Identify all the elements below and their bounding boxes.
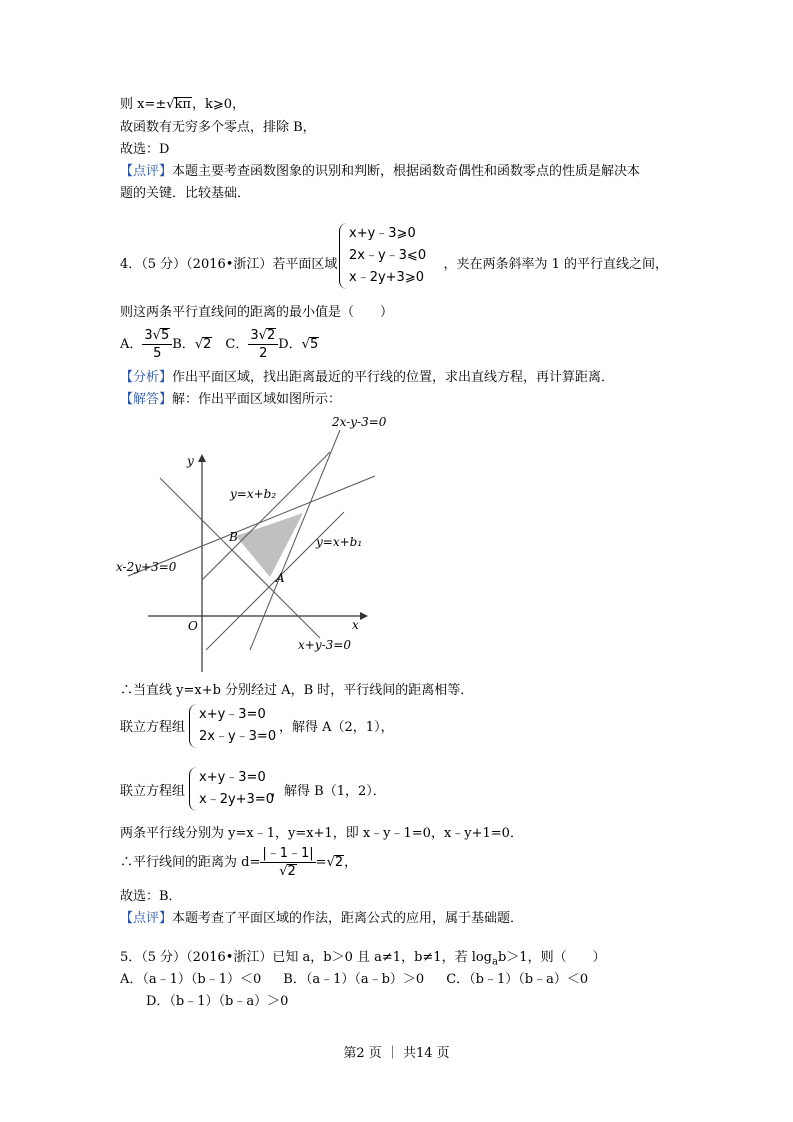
q4-solve-a: 联立方程组 ，解得 A（2，1）， xyxy=(120,720,394,735)
q4-parallel-lines: 两条平行线分别为 y=x﹣1，y=x+1，即 x﹣y﹣1=0，x﹣y+1=0． xyxy=(120,826,523,841)
prev-comment-line-1: 【点评】本题主要考查函数图象的识别和判断，根据函数奇偶性和函数零点的性质是解决本 xyxy=(120,164,641,179)
q4-solution: 【解答】解：作出平面区域如图所示： xyxy=(120,392,342,407)
q5-option-c: C．（b﹣1）（b﹣a）＜0 xyxy=(446,972,589,987)
page-footer: 第2 页 ｜ 共14 页 xyxy=(343,1046,450,1061)
comment-tag: 【点评】 xyxy=(120,164,173,179)
label-b2: y=x+b₂ xyxy=(230,487,277,501)
label-origin: O xyxy=(188,619,198,633)
q4-comment: 【点评】本题考查了平面区域的作法，距离公式的应用，属于基础题． xyxy=(120,911,524,926)
label-y-axis: y xyxy=(187,454,194,468)
label-b1: y=x+b₁ xyxy=(316,535,363,549)
q4-system-a: x+y﹣3=0 2x﹣y﹣3=0 xyxy=(189,704,276,748)
q4-question: 则这两条平行直线间的距离的最小值是（ ） xyxy=(120,305,394,320)
label-x-2y+3: x-2y+3=0 xyxy=(116,560,177,574)
q5-option-b: B．（a﹣1）（a﹣b）＞0 xyxy=(283,972,425,987)
q4-answer: 故选：B． xyxy=(120,889,182,904)
q4-system-b: x+y﹣3=0 x﹣2y+3=0 xyxy=(189,767,274,811)
q4-constraint-system: x+y﹣3⩾0 2x﹣y﹣3⩽0 x﹣2y+3⩾0 xyxy=(339,223,426,289)
prev-comment-line-2: 题的关键．比较基础． xyxy=(120,186,251,201)
label-A: A xyxy=(276,571,285,585)
label-2x-y-3: 2x-y-3=0 xyxy=(332,415,387,429)
distance-fraction: $\frac{|﹣1﹣1|}{√2}$ xyxy=(262,846,314,879)
q4-therefore: ∴当直线 y=x+b 分别经过 A，B 时，平行线间的距离相等． xyxy=(120,683,474,698)
y-axis-arrow-icon xyxy=(198,454,206,462)
line-x+y-3 xyxy=(160,478,320,638)
option-a-fraction: $\frac{3√5}{5}$ xyxy=(142,327,172,362)
q4-stem: 4．（5 分）（2016•浙江）若平面区域 ，夹在两条斜率为 1 的平行直线之间， xyxy=(120,257,668,272)
label-B: B xyxy=(229,530,238,544)
q5-stem: 5．（5 分）（2016•浙江）已知 a，b＞0 且 a≠1，b≠1，若 $\log_ab>1$，则（ ） xyxy=(120,950,606,968)
label-x+y-3: x+y-3=0 xyxy=(298,638,351,652)
q5-options-row-1 xyxy=(120,971,588,989)
q5-option-a: A．（a﹣1）（b﹣1）＜0 xyxy=(120,972,262,987)
prev-line-3: 故选：D xyxy=(120,142,170,157)
label-x-axis: x xyxy=(352,618,359,632)
prev-line-1: 则 x=±√kπ，k⩾0， xyxy=(120,97,246,112)
prev-line-2: 故函数有无穷多个零点，排除 B， xyxy=(120,120,316,135)
region-figure xyxy=(110,410,400,680)
option-c-fraction: $\frac{3√2}{2}$ xyxy=(248,327,278,362)
q4-analysis: 【分析】作出平面区域，找出距离最近的平行线的位置，求出直线方程，再计算距离． xyxy=(120,370,615,385)
q4-solve-b: 联立方程组 ，解得 B（1，2）． xyxy=(120,784,386,799)
x-axis-arrow-icon xyxy=(360,612,368,620)
q5-option-d: D．（b﹣1）（b﹣a）＞0 xyxy=(146,994,289,1009)
q4-options: A． $\frac{3√5}{5}$ B．√2 C． $\frac{3√2}{2}$ D．√5 xyxy=(120,328,319,361)
q4-distance: ∴平行线间的距离为 d= $\frac{|﹣1﹣1|}{√2}$ =√2， xyxy=(120,846,358,879)
